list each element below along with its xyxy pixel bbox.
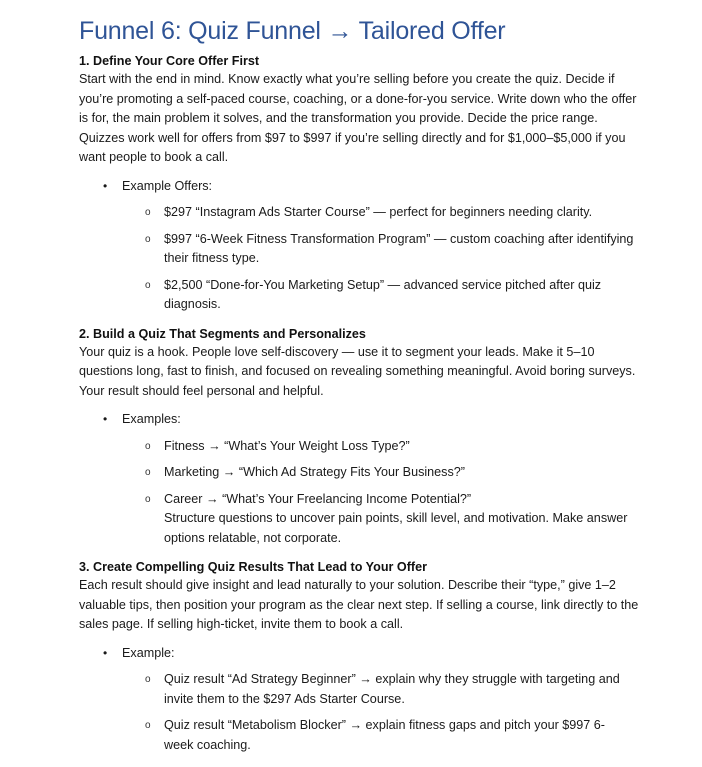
section-1	[79, 52, 639, 315]
bullet-text: Examples:	[122, 412, 181, 426]
sub-bullet-item	[79, 276, 634, 315]
sub-bullet-continuation: Structure questions to uncover pain points, skill level, and motivation. Make answer options relatable, not corporate.	[164, 511, 628, 545]
sub-bullet-item	[79, 463, 634, 483]
bullet-item	[79, 177, 639, 197]
sub-bullet-item	[79, 670, 634, 709]
sub-bullet-text: Marketing → “Which Ad Strategy Fits Your Business?”	[164, 465, 465, 479]
bullet-text: Example:	[122, 645, 175, 660]
sub-bullet-item	[79, 230, 634, 269]
sub-bullet-icon: o	[145, 207, 151, 218]
sub-bullet-icon: o	[145, 674, 151, 685]
sub-bullet-text: $997 “6-Week Fitness Transformation Program” — custom coaching after identifying their fitness type.	[164, 231, 634, 265]
section-body: Each result should give insight and lead naturally to your solution. Describe their “type,” give 1–2 valuable tips, then position your program as the clear next step. If selling a course, link directly to the sales page. If selling high-ticket, invite them to book a call.	[79, 578, 639, 631]
sub-bullet-icon: o	[145, 233, 151, 245]
sub-bullet-item	[79, 437, 634, 457]
bullet-icon: •	[103, 645, 108, 660]
sub-bullet-item	[79, 490, 634, 549]
sub-bullet-item	[79, 203, 634, 223]
document-page	[79, 14, 639, 755]
sub-bullet-item	[79, 716, 634, 755]
sub-bullet-icon: o	[145, 467, 151, 478]
bullet-icon: •	[103, 412, 108, 426]
sub-bullet-text: Quiz result “Ad Strategy Beginner” → explain why they struggle with targeting and invite them to the $297 Ads Starter Course.	[164, 672, 620, 706]
section-heading: 3. Create Compelling Quiz Results That Lead to Your Offer	[79, 560, 428, 574]
sub-bullet-text: $297 “Instagram Ads Starter Course” — perfect for beginners needing clarity.	[164, 205, 593, 219]
sub-bullet-text: Quiz result “Metabolism Blocker” → explain fitness gaps and pitch your $997 6-week coaching.	[164, 718, 605, 752]
section-2	[79, 325, 639, 549]
bullet-item	[79, 644, 639, 664]
sub-bullet-text: Fitness → “What’s Your Weight Loss Type?”	[164, 438, 410, 453]
page-title: Funnel 6: Quiz Funnel → Tailored Offer	[79, 17, 506, 45]
sub-bullet-icon: o	[145, 720, 151, 731]
section-heading: 2. Build a Quiz That Segments and Personalizes	[79, 326, 366, 341]
sub-bullet-text: Career → “What’s Your Freelancing Income Potential?”	[164, 491, 472, 506]
section-body: Start with the end in mind. Know exactly what you’re selling before you create the quiz. Decide if you’re promoting a self-paced course, coaching, or a done-for-you service. Write down who the offer is for, the main problem it solves, and the transformation you provide. Decide the price range. Quizzes work well for offers from $97 to $997 if you’re selling directly and for $1,000–$5,000 if you want people to book a call.	[79, 72, 637, 164]
sub-bullet-icon: o	[145, 493, 151, 505]
section-3	[79, 558, 639, 755]
bullet-item	[79, 410, 639, 430]
bullet-text: Example Offers:	[122, 178, 213, 193]
section-body: Your quiz is a hook. People love self-discovery — use it to segment your leads. Make it 5–10 questions long, fast to finish, and focused on revealing something meaningful. Avoid boring surveys. Your result should feel personal and helpful.	[79, 344, 636, 398]
sub-bullet-text: $2,500 “Done-for-You Marketing Setup” — advanced service pitched after quiz diagnosis.	[164, 277, 602, 311]
sub-bullet-icon: o	[145, 440, 151, 452]
section-heading: 1. Define Your Core Offer First	[79, 54, 260, 68]
sub-bullet-icon: o	[145, 279, 151, 291]
bullet-icon: •	[103, 178, 108, 193]
